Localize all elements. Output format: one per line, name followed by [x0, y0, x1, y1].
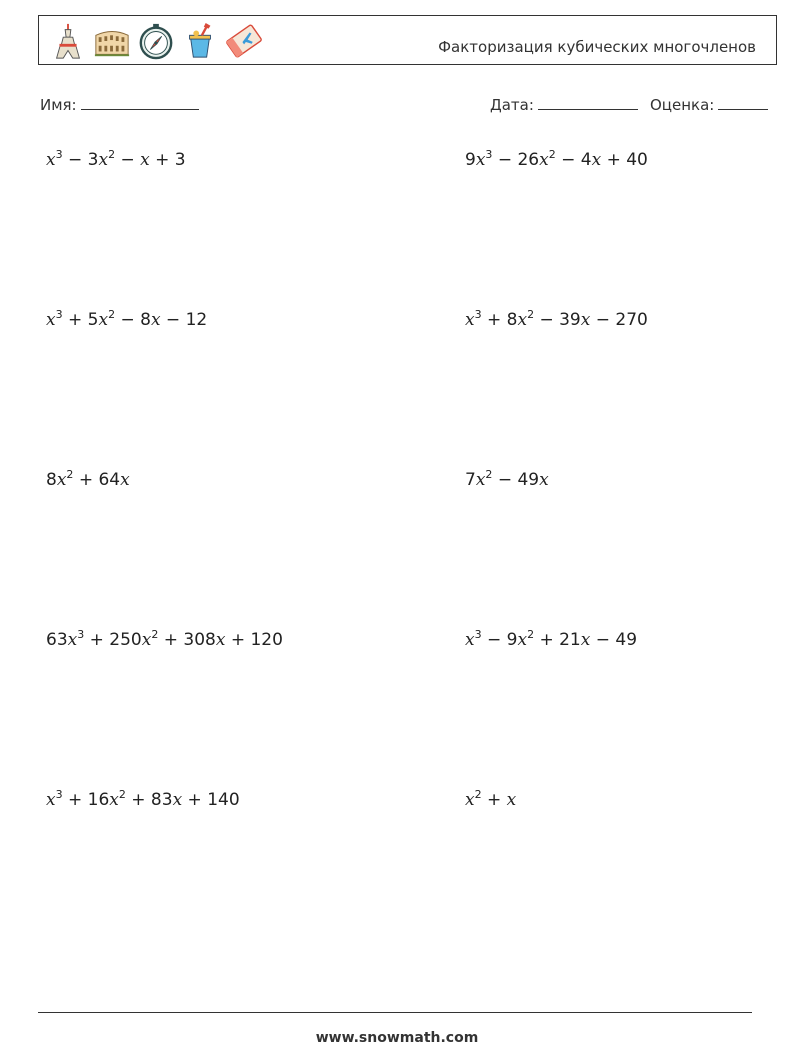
name-label: Имя: [40, 96, 77, 114]
problem-10: $x^2 + x$ [465, 788, 517, 810]
date-label: Дата: [490, 96, 534, 114]
colosseum-icon [93, 21, 131, 61]
name-field [40, 95, 199, 114]
date-blank[interactable] [538, 95, 638, 110]
problem-9: $x^3 + 16x^2 + 83x + 140$ [46, 788, 240, 810]
plane-ticket-icon [225, 21, 263, 61]
problem-3: $x^3 + 5x^2 - 8x - 12$ [46, 308, 208, 330]
problem-2: $9x^3 - 26x^2 - 4x + 40$ [465, 148, 648, 170]
header-icons [49, 19, 269, 63]
problem-8: $x^3 - 9x^2 + 21x - 49$ [465, 628, 638, 650]
worksheet-title: Факторизация кубических многочленов [438, 38, 756, 56]
problem-1: $x^3 - 3x^2 - x + 3$ [46, 148, 186, 170]
header-box [38, 15, 777, 65]
problem-5: $8x^2 + 64x$ [46, 468, 130, 490]
footer-divider [38, 1012, 752, 1013]
compass-icon [137, 21, 175, 61]
date-field [490, 95, 638, 114]
eiffel-tower-icon [49, 21, 87, 61]
footer-url: www.snowmath.com [315, 1030, 479, 1046]
grade-label: Оценка: [650, 96, 715, 114]
problem-7: $63x^3 + 250x^2 + 308x + 120$ [46, 628, 283, 650]
sand-bucket-icon [181, 21, 219, 61]
name-blank[interactable] [81, 95, 199, 110]
problem-4: $x^3 + 8x^2 - 39x - 270$ [465, 308, 648, 330]
grade-field [650, 95, 768, 114]
grade-blank[interactable] [718, 95, 768, 110]
problem-6: $7x^2 - 49x$ [465, 468, 549, 490]
